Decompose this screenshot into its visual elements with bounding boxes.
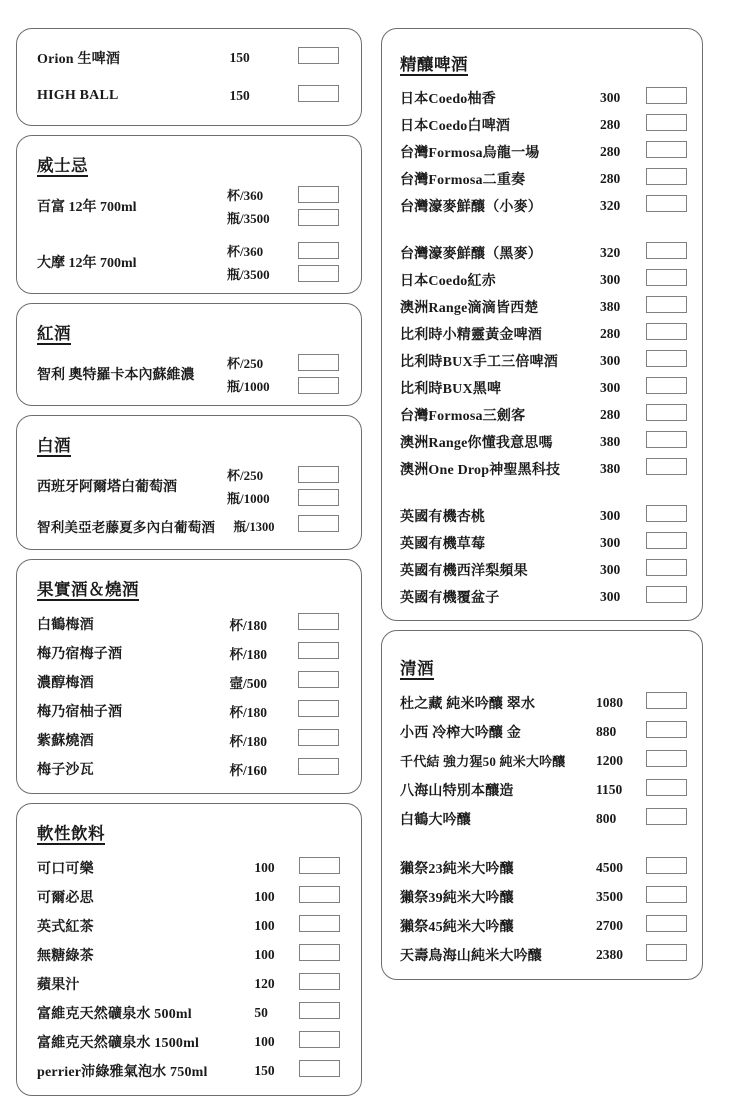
table-row[interactable]	[37, 513, 347, 539]
item-price: 1080	[596, 694, 623, 710]
table-row[interactable]	[400, 502, 694, 529]
item-name: 比利時BUX手工三倍啤酒	[400, 354, 558, 370]
table-row[interactable]	[400, 717, 694, 746]
order-checkbox[interactable]	[299, 1060, 340, 1077]
order-checkbox-cell[interactable]	[298, 638, 347, 667]
order-checkbox[interactable]	[299, 886, 340, 903]
table-row[interactable]	[400, 266, 694, 293]
order-checkbox-cell[interactable]	[646, 583, 694, 610]
order-checkbox-cell[interactable]	[299, 1056, 347, 1085]
item-name: 台灣Formosa三劍客	[400, 408, 526, 424]
order-checkbox[interactable]	[298, 209, 339, 226]
table-row[interactable]	[400, 320, 694, 347]
order-checkbox-cell[interactable]	[646, 192, 694, 219]
item-price: 300	[600, 534, 621, 550]
item-name: 澳洲Range你懂我意思嗎	[400, 435, 553, 451]
order-checkbox[interactable]	[646, 350, 687, 367]
order-checkbox[interactable]	[298, 242, 339, 259]
order-checkbox-cell[interactable]	[646, 502, 694, 529]
item-price: 壼/500	[229, 675, 267, 691]
order-checkbox-cell[interactable]	[299, 940, 347, 969]
section-title-fruit-wine: 果實酒＆燒酒	[37, 580, 139, 599]
table-row[interactable]	[400, 529, 694, 556]
order-checkbox[interactable]	[646, 377, 687, 394]
table-row[interactable]	[37, 725, 347, 754]
item-name: 無糖綠茶	[37, 948, 94, 964]
item-price-bottle: 瓶/3500	[227, 211, 270, 226]
item-price: 1200	[596, 752, 623, 768]
order-checkbox-cell[interactable]	[646, 529, 694, 556]
table-row[interactable]	[37, 465, 347, 507]
item-name: 英式紅茶	[37, 919, 94, 935]
order-checkbox[interactable]	[298, 700, 339, 717]
item-name: 蘋果汁	[37, 977, 80, 993]
price-stack	[227, 185, 339, 227]
order-checkbox[interactable]	[646, 559, 687, 576]
order-checkbox-cell[interactable]	[646, 688, 694, 717]
order-checkbox[interactable]	[646, 750, 687, 767]
item-price: 280	[600, 406, 621, 422]
table-row[interactable]	[400, 192, 694, 219]
item-name: 富維克天然礦泉水 1500ml	[37, 1035, 200, 1051]
order-checkbox-cell[interactable]	[646, 428, 694, 455]
order-checkbox-cell[interactable]	[646, 111, 694, 138]
price-line-glass[interactable]	[227, 241, 339, 260]
item-name: 千代結 強力猩50 純米大吟釀	[400, 754, 566, 769]
item-name: 小西 冷榨大吟釀 金	[400, 725, 521, 741]
price-line-glass[interactable]	[227, 465, 339, 484]
order-checkbox-cell[interactable]	[299, 998, 347, 1027]
order-checkbox-cell[interactable]	[646, 374, 694, 401]
item-price: 300	[600, 507, 621, 523]
table-row[interactable]	[400, 940, 694, 969]
craft-beer-item-table	[400, 84, 694, 610]
section-title-white-wine: 白酒	[37, 436, 71, 455]
item-name: 台灣Formosa二重奏	[400, 172, 526, 188]
price-line-bottle[interactable]	[227, 376, 339, 395]
table-row[interactable]	[400, 911, 694, 940]
order-checkbox[interactable]	[299, 1002, 340, 1019]
order-checkbox-cell[interactable]	[646, 455, 694, 482]
item-name: 百富 12年 700ml	[37, 200, 137, 215]
order-checkbox-cell[interactable]	[646, 940, 694, 969]
table-row[interactable]	[37, 754, 347, 783]
item-name: 獺祭45純米大吟釀	[400, 919, 514, 935]
draft-beer-item-table	[37, 39, 347, 115]
table-row[interactable]	[400, 556, 694, 583]
item-name: 西班牙阿爾塔白葡萄酒	[37, 480, 177, 495]
item-name: 日本Coedo白啤酒	[400, 118, 511, 134]
item-price: 300	[600, 561, 621, 577]
order-checkbox[interactable]	[646, 323, 687, 340]
order-checkbox-cell[interactable]	[298, 513, 347, 539]
order-checkbox[interactable]	[298, 613, 339, 630]
table-row[interactable]	[400, 347, 694, 374]
table-row[interactable]	[37, 609, 347, 638]
sake-card	[381, 630, 703, 980]
price-line-bottle[interactable]	[227, 488, 339, 507]
order-checkbox[interactable]	[646, 404, 687, 421]
price-stack	[227, 241, 339, 283]
draft-beer-card	[16, 28, 362, 126]
order-checkbox-cell[interactable]	[646, 266, 694, 293]
order-checkbox-cell[interactable]	[646, 293, 694, 320]
order-checkbox-cell[interactable]	[646, 84, 694, 111]
order-checkbox[interactable]	[646, 431, 687, 448]
item-price: 100	[254, 859, 275, 875]
item-name: HIGH BALL	[37, 88, 119, 103]
order-checkbox-cell[interactable]	[298, 39, 347, 77]
order-checkbox-cell[interactable]	[646, 804, 694, 833]
order-checkbox-cell[interactable]	[646, 911, 694, 940]
item-name: 台灣Formosa烏龍一場	[400, 145, 540, 161]
item-price: 150	[229, 88, 250, 103]
item-price: 杯/180	[229, 704, 267, 720]
item-price: 100	[254, 917, 275, 933]
item-price: 300	[600, 352, 621, 368]
row-spacer	[400, 219, 694, 239]
item-name: 台灣濠麥鮮釀（黑麥）	[400, 246, 542, 262]
price-stack	[227, 465, 339, 507]
item-name: 比利時小精靈黃金啤酒	[400, 327, 542, 343]
order-checkbox[interactable]	[298, 85, 339, 102]
table-row[interactable]	[37, 1027, 347, 1056]
table-row[interactable]	[400, 804, 694, 833]
order-checkbox-cell[interactable]	[299, 1027, 347, 1056]
price-line-bottle[interactable]	[227, 264, 339, 283]
table-row[interactable]	[37, 185, 347, 227]
item-name: 紫蘇燒酒	[37, 733, 94, 749]
order-checkbox[interactable]	[299, 857, 340, 874]
price-stack	[227, 353, 339, 395]
table-row[interactable]	[400, 775, 694, 804]
order-checkbox-cell[interactable]	[646, 239, 694, 266]
item-price: 杯/180	[229, 733, 267, 749]
table-row[interactable]	[400, 746, 694, 775]
item-price: 300	[600, 588, 621, 604]
order-checkbox[interactable]	[646, 242, 687, 259]
table-row[interactable]	[37, 940, 347, 969]
order-checkbox[interactable]	[298, 186, 339, 203]
item-name: 英國有機草莓	[400, 536, 486, 552]
order-checkbox-cell[interactable]	[298, 667, 347, 696]
price-line-glass[interactable]	[227, 353, 339, 372]
item-price: 380	[600, 298, 621, 314]
item-name: 澳洲One Drop神聖黑科技	[400, 462, 561, 478]
order-checkbox[interactable]	[646, 857, 687, 874]
order-checkbox[interactable]	[646, 692, 687, 709]
whisky-card	[16, 135, 362, 294]
order-checkbox[interactable]	[646, 915, 687, 932]
table-row[interactable]	[400, 428, 694, 455]
order-checkbox-cell[interactable]	[646, 138, 694, 165]
order-checkbox-cell[interactable]	[299, 853, 347, 882]
item-price: 4500	[596, 859, 623, 875]
item-price-glass: 杯/250	[227, 468, 264, 483]
item-price: 杯/180	[229, 617, 267, 633]
order-checkbox[interactable]	[299, 915, 340, 932]
item-price-glass: 杯/360	[227, 244, 264, 259]
row-spacer	[37, 227, 347, 241]
table-row[interactable]	[400, 688, 694, 717]
order-checkbox[interactable]	[298, 642, 339, 659]
table-row[interactable]	[37, 667, 347, 696]
table-row[interactable]	[400, 374, 694, 401]
item-name: 富維克天然礦泉水 500ml	[37, 1006, 192, 1022]
table-row[interactable]	[37, 77, 347, 115]
item-name: 八海山特別本釀造	[400, 783, 514, 799]
order-checkbox-cell[interactable]	[646, 882, 694, 911]
soft-drinks-card	[16, 803, 362, 1096]
item-price-bottle: 瓶/3500	[227, 267, 270, 282]
item-name: 杜之藏 純米吟釀 翠水	[400, 696, 536, 712]
order-checkbox[interactable]	[298, 729, 339, 746]
order-checkbox[interactable]	[646, 532, 687, 549]
order-checkbox[interactable]	[646, 586, 687, 603]
item-name: 獺祭39純米大吟釀	[400, 890, 514, 906]
item-name: 日本Coedo紅赤	[400, 273, 496, 289]
item-price: 杯/160	[229, 762, 267, 778]
left-column	[16, 28, 362, 1080]
table-row[interactable]	[37, 998, 347, 1027]
item-price: 2700	[596, 917, 623, 933]
item-name: Orion 生啤酒	[37, 52, 121, 67]
item-price: 100	[254, 888, 275, 904]
item-name: 智利 奧特羅卡本內蘇維濃	[37, 368, 195, 383]
order-checkbox-cell[interactable]	[646, 746, 694, 775]
craft-beer-card	[381, 28, 703, 621]
order-checkbox[interactable]	[298, 47, 339, 64]
item-name: 可口可樂	[37, 861, 94, 877]
item-price: 880	[596, 723, 617, 739]
table-row[interactable]	[400, 165, 694, 192]
red-wine-card	[16, 303, 362, 406]
row-spacer	[400, 482, 694, 502]
order-checkbox-cell[interactable]	[646, 320, 694, 347]
table-row[interactable]	[400, 583, 694, 610]
table-row[interactable]	[37, 696, 347, 725]
table-row[interactable]	[400, 401, 694, 428]
order-checkbox-cell[interactable]	[298, 609, 347, 638]
section-title-craft-beer: 精釀啤酒	[400, 55, 468, 74]
order-checkbox[interactable]	[646, 721, 687, 738]
order-checkbox-cell[interactable]	[646, 165, 694, 192]
order-checkbox-cell[interactable]	[646, 717, 694, 746]
item-name: 獺祭23純米大吟釀	[400, 861, 514, 877]
table-row[interactable]	[400, 455, 694, 482]
item-name: 日本Coedo柚香	[400, 91, 496, 107]
item-price: 300	[600, 379, 621, 395]
item-name: 英國有機覆盆子	[400, 590, 500, 606]
item-price: 2380	[596, 946, 623, 962]
item-price-bottle: 瓶/1000	[227, 491, 270, 506]
order-checkbox-cell[interactable]	[298, 696, 347, 725]
order-checkbox-cell[interactable]	[646, 775, 694, 804]
item-price: 150	[254, 1062, 275, 1078]
item-price: 瓶/1300	[233, 520, 275, 534]
order-checkbox-cell[interactable]	[298, 725, 347, 754]
item-price: 300	[600, 271, 621, 287]
order-checkbox[interactable]	[298, 671, 339, 688]
order-checkbox[interactable]	[298, 466, 339, 483]
item-price: 100	[254, 946, 275, 962]
table-row[interactable]	[37, 853, 347, 882]
item-name: 大摩 12年 700ml	[37, 256, 137, 271]
table-row[interactable]	[37, 969, 347, 998]
section-title-red-wine: 紅酒	[37, 324, 71, 343]
item-name: 梅乃宿梅子酒	[37, 646, 123, 662]
order-checkbox[interactable]	[646, 808, 687, 825]
section-title-soft-drinks: 軟性飲料	[37, 824, 105, 843]
price-line-glass[interactable]	[227, 185, 339, 204]
order-checkbox[interactable]	[298, 489, 339, 506]
table-row[interactable]	[37, 353, 347, 395]
table-row[interactable]	[400, 84, 694, 111]
table-row[interactable]	[37, 882, 347, 911]
order-checkbox[interactable]	[298, 758, 339, 775]
item-price: 50	[254, 1004, 268, 1020]
fruit-wine-item-table	[37, 609, 347, 783]
order-checkbox[interactable]	[646, 269, 687, 286]
item-price: 120	[254, 975, 275, 991]
right-column	[381, 28, 703, 1017]
item-name: 濃醇梅酒	[37, 675, 94, 691]
order-checkbox[interactable]	[298, 354, 339, 371]
item-name: 梅乃宿柚子酒	[37, 704, 123, 720]
table-row[interactable]	[37, 911, 347, 940]
table-row[interactable]	[400, 138, 694, 165]
item-name: 台灣濠麥鮮釀（小麥）	[400, 199, 542, 215]
item-price: 280	[600, 170, 621, 186]
white-wine-card	[16, 415, 362, 550]
item-name: 澳洲Range滴滴皆西楚	[400, 300, 539, 316]
order-checkbox[interactable]	[299, 1031, 340, 1048]
item-price: 300	[600, 89, 621, 105]
item-name: 白鶴大吟釀	[400, 812, 471, 828]
order-checkbox[interactable]	[646, 195, 687, 212]
order-checkbox-cell[interactable]	[298, 754, 347, 783]
order-checkbox-cell[interactable]	[646, 853, 694, 882]
item-name: 智利美亞老藤夏多內白葡萄酒	[37, 520, 216, 535]
order-checkbox[interactable]	[646, 296, 687, 313]
item-price: 3500	[596, 888, 623, 904]
order-checkbox[interactable]	[646, 505, 687, 522]
item-name: 白鶴梅酒	[37, 617, 94, 633]
item-name: perrier沛綠雅氣泡水 750ml	[37, 1064, 208, 1080]
table-row[interactable]	[400, 111, 694, 138]
sake-item-table	[400, 688, 694, 969]
order-checkbox-cell[interactable]	[646, 556, 694, 583]
order-checkbox-cell[interactable]	[298, 77, 347, 115]
table-row[interactable]	[37, 638, 347, 667]
order-checkbox[interactable]	[646, 141, 687, 158]
section-title-sake: 清酒	[400, 659, 434, 678]
item-price: 320	[600, 244, 621, 260]
order-checkbox-cell[interactable]	[299, 882, 347, 911]
item-price: 1150	[596, 781, 623, 797]
item-name: 比利時BUX黑啤	[400, 381, 502, 397]
order-checkbox[interactable]	[646, 944, 687, 961]
order-checkbox[interactable]	[646, 87, 687, 104]
fruit-wine-shochu-card	[16, 559, 362, 794]
order-checkbox[interactable]	[299, 973, 340, 990]
order-checkbox-cell[interactable]	[646, 347, 694, 374]
order-checkbox[interactable]	[646, 114, 687, 131]
item-price: 100	[254, 1033, 275, 1049]
table-row[interactable]	[400, 853, 694, 882]
item-price: 380	[600, 433, 621, 449]
table-row[interactable]	[37, 39, 347, 77]
item-price-bottle: 瓶/1000	[227, 379, 270, 394]
item-name: 英國有機杏桃	[400, 509, 486, 525]
table-row[interactable]	[400, 882, 694, 911]
item-price: 280	[600, 143, 621, 159]
order-checkbox-cell[interactable]	[299, 911, 347, 940]
order-checkbox[interactable]	[298, 515, 339, 532]
price-line-bottle[interactable]	[227, 208, 339, 227]
order-checkbox-cell[interactable]	[299, 969, 347, 998]
order-checkbox[interactable]	[299, 944, 340, 961]
item-price-glass: 杯/250	[227, 356, 264, 371]
order-checkbox[interactable]	[646, 458, 687, 475]
order-checkbox[interactable]	[298, 265, 339, 282]
table-row[interactable]	[400, 293, 694, 320]
item-price: 280	[600, 325, 621, 341]
item-name: 英國有機西洋梨頻果	[400, 563, 528, 579]
item-name: 可爾必思	[37, 890, 94, 906]
soft-drinks-item-table	[37, 853, 347, 1085]
item-price: 150	[229, 50, 250, 65]
white-wine-single-table	[37, 513, 347, 539]
order-checkbox[interactable]	[646, 779, 687, 796]
order-checkbox[interactable]	[646, 168, 687, 185]
item-price: 800	[596, 810, 617, 826]
order-checkbox-cell[interactable]	[646, 401, 694, 428]
item-name: 天壽鳥海山純米大吟釀	[400, 948, 542, 964]
row-spacer	[400, 833, 694, 853]
section-title-whisky: 威士忌	[37, 156, 88, 175]
item-price-glass: 杯/360	[227, 188, 264, 203]
item-price: 320	[600, 197, 621, 213]
item-price: 杯/180	[229, 646, 267, 662]
item-price: 380	[600, 460, 621, 476]
table-row[interactable]	[400, 239, 694, 266]
table-row[interactable]	[37, 1056, 347, 1085]
item-name: 梅子沙瓦	[37, 762, 94, 778]
item-price: 280	[600, 116, 621, 132]
order-checkbox[interactable]	[646, 886, 687, 903]
order-checkbox[interactable]	[298, 377, 339, 394]
table-row[interactable]	[37, 241, 347, 283]
